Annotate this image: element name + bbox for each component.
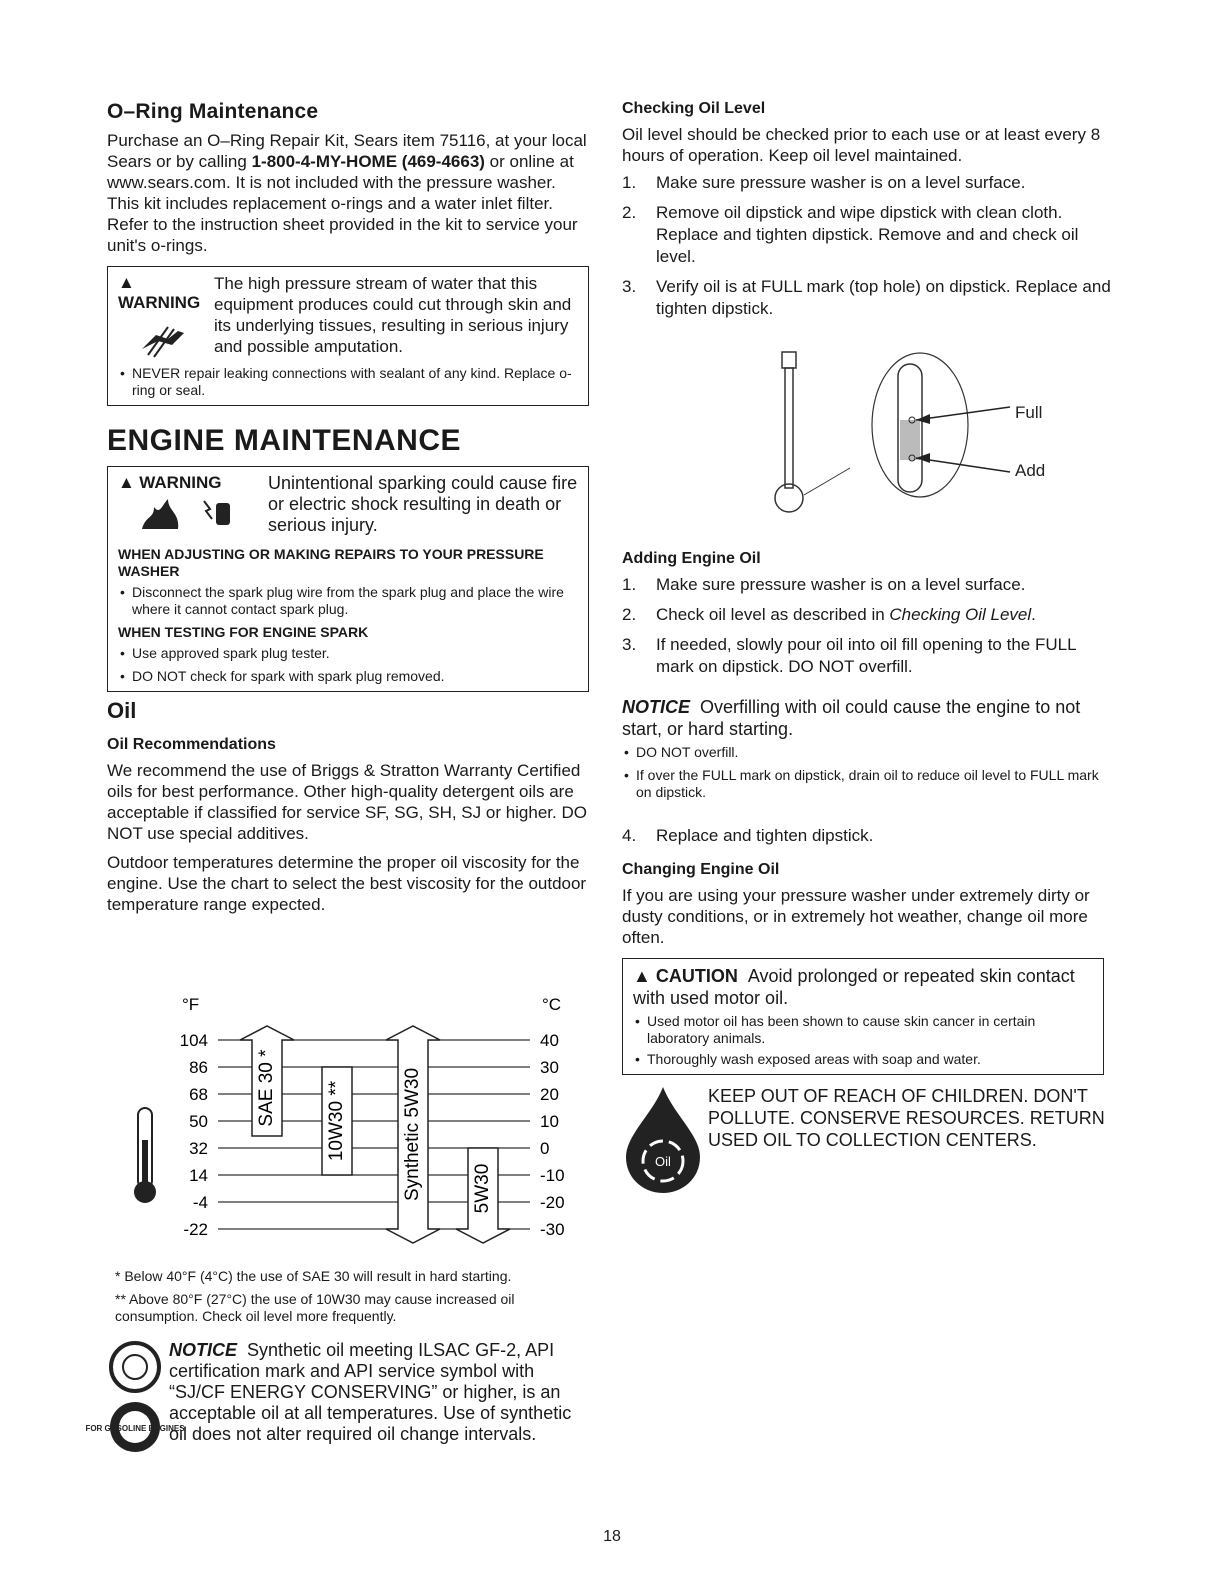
f-tick-label: 104 xyxy=(179,1031,208,1050)
list-item xyxy=(622,202,1112,268)
adjusting-bullets xyxy=(118,584,580,618)
step-text: If needed, slowly pour oil into oil fill opening to the FULL mark on dipstick. DO NOT overfill. xyxy=(656,635,1076,676)
step-number: 1. xyxy=(622,575,637,594)
fire-icon xyxy=(140,497,184,531)
caution-bullets xyxy=(633,1013,1095,1068)
add-label: Add xyxy=(1015,461,1046,480)
left-column xyxy=(107,100,592,915)
full-label: Full xyxy=(1015,403,1043,422)
electric-shock-icon xyxy=(200,497,236,531)
engine-maintenance-title: ENGINE MAINTENANCE xyxy=(107,424,462,457)
api-logo-text: FOR GASOLINE ENGINES xyxy=(85,1424,185,1433)
synthetic-notice xyxy=(85,1340,592,1460)
list-item: • Disconnect the spark plug wire from the spark plug and place the wire where it cannot contact spark plug. xyxy=(118,584,580,618)
spark-test-heading: WHEN TESTING FOR ENGINE SPARK xyxy=(118,624,369,640)
oil-icon-text: Oil xyxy=(655,1154,671,1169)
f-tick-label: 86 xyxy=(189,1058,208,1077)
step-number: 2. xyxy=(622,203,637,222)
step-number: 1. xyxy=(622,173,637,192)
list-item xyxy=(622,634,1112,678)
oil-title: Oil xyxy=(107,698,137,723)
changing-paragraph: If you are using your pressure washer under extremely dirty or dusty conditions, or in extremely hot weather, change oil more often. xyxy=(622,886,1090,947)
list-item: • If over the FULL mark on dipstick, drain oil to reduce oil level to FULL mark on dipstick. xyxy=(622,767,1112,801)
warning-icons xyxy=(118,273,214,359)
api-certification-mark-icon xyxy=(85,1399,185,1455)
c-tick-label: 40 xyxy=(540,1031,559,1050)
chart-grid xyxy=(180,1031,565,1239)
list-item: • Used motor oil has been shown to cause skin cancer in certain laboratory animals. xyxy=(633,1013,1095,1047)
list-item: • DO NOT check for spark with spark plug removed. xyxy=(118,668,580,685)
fahrenheit-label: °F xyxy=(182,995,200,1014)
engine-warning-icons xyxy=(118,473,268,536)
band-label: 10W30 ** xyxy=(326,1080,348,1162)
warning-label: WARNING xyxy=(118,293,201,312)
notice-body: Synthetic oil meeting ILSAC GF-2, API certification mark and API service symbol with “SJ/CF ENERGY CONSERVING” or higher, is an acceptable oil at all temperatures. Use of synthetic oil does not alter required oil change intervals. xyxy=(169,1340,572,1444)
list-item xyxy=(622,574,1112,596)
list-item: 2. Check oil level as described in Checking Oil Level. xyxy=(622,605,1036,624)
engine-warning-box xyxy=(107,466,589,692)
notice-label: NOTICE xyxy=(169,1340,238,1360)
spark-test-bullets xyxy=(118,645,580,685)
phone-number: 1-800-4-MY-HOME (469-4663) xyxy=(251,152,485,171)
step-link-text: Checking Oil Level xyxy=(889,605,1032,624)
adding-step-4 xyxy=(622,825,1112,847)
step-text: Remove oil dipstick and wipe dipstick with clean cloth. Replace and tighten dipstick. Remove and and check oil level. xyxy=(656,203,1079,266)
c-tick-label: 30 xyxy=(540,1058,559,1077)
caution-box xyxy=(622,958,1104,1075)
checking-intro: Oil level should be checked prior to each use or at least every 8 hours of operation. Keep oil level maintained. xyxy=(622,125,1101,165)
thermometer-icon xyxy=(134,1108,156,1203)
recycle-text: KEEP OUT OF REACH OF CHILDREN. DON'T POLLUTE. CONSERVE RESOURCES. RETURN USED OIL TO COLLECTION CENTERS. xyxy=(708,1086,1105,1150)
dipstick-illustration xyxy=(760,350,1080,525)
step-text: Check oil level as described in xyxy=(656,605,890,624)
checking-oil-title: Checking Oil Level xyxy=(622,100,766,117)
overfill-bullets xyxy=(622,744,1112,801)
synthetic-notice-text xyxy=(169,1340,592,1460)
footnote-sae30: * Below 40°F (4°C) the use of SAE 30 will result in hard starting. xyxy=(115,1268,512,1284)
oring-warning-box xyxy=(107,266,589,406)
step-number: 2. xyxy=(622,605,637,624)
oring-warning-bullets xyxy=(118,365,580,399)
list-item: • Thoroughly wash exposed areas with soap and water. xyxy=(633,1051,1095,1068)
c-tick-label: -20 xyxy=(540,1193,565,1212)
cut-hand-icon xyxy=(138,319,188,359)
c-tick-label: -30 xyxy=(540,1220,565,1239)
f-tick-label: 14 xyxy=(189,1166,208,1185)
adding-steps xyxy=(622,574,1112,678)
celsius-label: °C xyxy=(542,995,562,1014)
oring-text-b: or online at www.sears.com. It is not included with the pressure washer. This kit includes replacement o-rings and a water inlet filter. Refer to the instruction sheet provided in the kit to service your unit's o-rings. xyxy=(107,152,578,255)
band-label: SAE 30 * xyxy=(256,1049,278,1127)
caution-triangle-icon: ▲ xyxy=(633,966,651,986)
step-number: 4. xyxy=(622,826,637,845)
oil-rec-paragraph-1: We recommend the use of Briggs & Stratton Warranty Certified oils for best performance. Other high-quality detergent oils are acceptable if classified for service SF, SG, SH, SJ or higher. DO NOT use special additives. xyxy=(107,761,587,843)
oring-text-a: Purchase an O–Ring Repair Kit, Sears item 75116, at your local Sears or by calling xyxy=(107,131,587,171)
api-logos xyxy=(85,1340,185,1460)
f-tick-label: -22 xyxy=(183,1220,208,1239)
c-tick-label: -10 xyxy=(540,1166,565,1185)
list-item: • Use approved spark plug tester. xyxy=(118,645,580,662)
oring-paragraph xyxy=(107,130,592,256)
f-tick-label: -4 xyxy=(192,1193,208,1212)
notice-body: Overfilling with oil could cause the engine to not start, or hard starting. xyxy=(622,697,1081,739)
adding-oil-title: Adding Engine Oil xyxy=(622,550,761,567)
f-tick-label: 68 xyxy=(189,1085,208,1104)
caution-text xyxy=(633,965,1095,1009)
viscosity-band xyxy=(456,1148,510,1243)
warning-triangle-icon: ▲ xyxy=(118,473,135,492)
oil-viscosity-chart xyxy=(130,990,590,1260)
recycle-notice xyxy=(622,1085,1112,1195)
oil-drop-recycle-icon xyxy=(622,1085,704,1195)
c-tick-label: 10 xyxy=(540,1112,559,1131)
f-tick-label: 32 xyxy=(189,1139,208,1158)
overfill-notice xyxy=(622,696,1112,740)
caution-body: Avoid prolonged or repeated skin contact with used motor oil. xyxy=(633,966,1075,1008)
c-tick-label: 20 xyxy=(540,1085,559,1104)
viscosity-band xyxy=(386,1026,440,1243)
changing-oil-title: Changing Engine Oil xyxy=(622,861,780,878)
c-tick-label: 0 xyxy=(540,1139,550,1158)
checking-steps xyxy=(622,172,1112,320)
step-text: Make sure pressure washer is on a level surface. xyxy=(656,173,1026,192)
viscosity-bands xyxy=(240,1026,510,1243)
footnote-10w30: ** Above 80°F (27°C) the use of 10W30 may cause increased oil consumption. Check oil level more frequently. xyxy=(115,1291,515,1324)
list-item: • NEVER repair leaking connections with sealant of any kind. Replace o-ring or seal. xyxy=(118,365,580,399)
oring-warning-text: The high pressure stream of water that this equipment produces could cut through skin and its underlying tissues, resulting in serious injury and possible amputation. xyxy=(214,274,572,356)
caution-label: CAUTION xyxy=(655,966,738,986)
page-number: 18 xyxy=(603,1528,621,1545)
list-item xyxy=(622,825,1112,847)
f-tick-label: 50 xyxy=(189,1112,208,1131)
band-label: 5W30 xyxy=(472,1163,494,1214)
adding-oil-section xyxy=(622,550,1112,1195)
engine-warning-text: Unintentional sparking could cause fire or electric shock resulting in death or serious injury. xyxy=(268,473,578,535)
viscosity-band xyxy=(240,1026,294,1136)
footnotes xyxy=(107,1268,592,1325)
oil-recommendations-title: Oil Recommendations xyxy=(107,736,276,753)
right-column xyxy=(622,100,1112,328)
list-item xyxy=(622,172,1112,194)
step-number: 3. xyxy=(622,277,637,296)
step-text: Make sure pressure washer is on a level surface. xyxy=(656,575,1026,594)
oil-rec-paragraph-2: Outdoor temperatures determine the proper oil viscosity for the engine. Use the chart to select the best viscosity for the outdoor temperature range expected. xyxy=(107,853,587,914)
band-label: Synthetic 5W30 xyxy=(402,1067,424,1202)
warning-triangle-icon: ▲ xyxy=(118,273,135,292)
step-number: 3. xyxy=(622,635,637,654)
oring-title: O–Ring Maintenance xyxy=(107,100,319,123)
step-text: Verify oil is at FULL mark (top hole) on dipstick. Replace and tighten dipstick. xyxy=(656,277,1111,318)
api-service-symbol-icon xyxy=(107,1340,165,1394)
warning-label: WARNING xyxy=(139,473,222,492)
notice-label: NOTICE xyxy=(622,697,691,717)
adjusting-heading: WHEN ADJUSTING OR MAKING REPAIRS TO YOUR PRESSURE WASHER xyxy=(118,546,544,579)
list-item: • DO NOT overfill. xyxy=(622,744,1112,761)
step-text: Replace and tighten dipstick. xyxy=(656,826,874,845)
list-item xyxy=(622,276,1112,320)
viscosity-band xyxy=(322,1067,352,1175)
